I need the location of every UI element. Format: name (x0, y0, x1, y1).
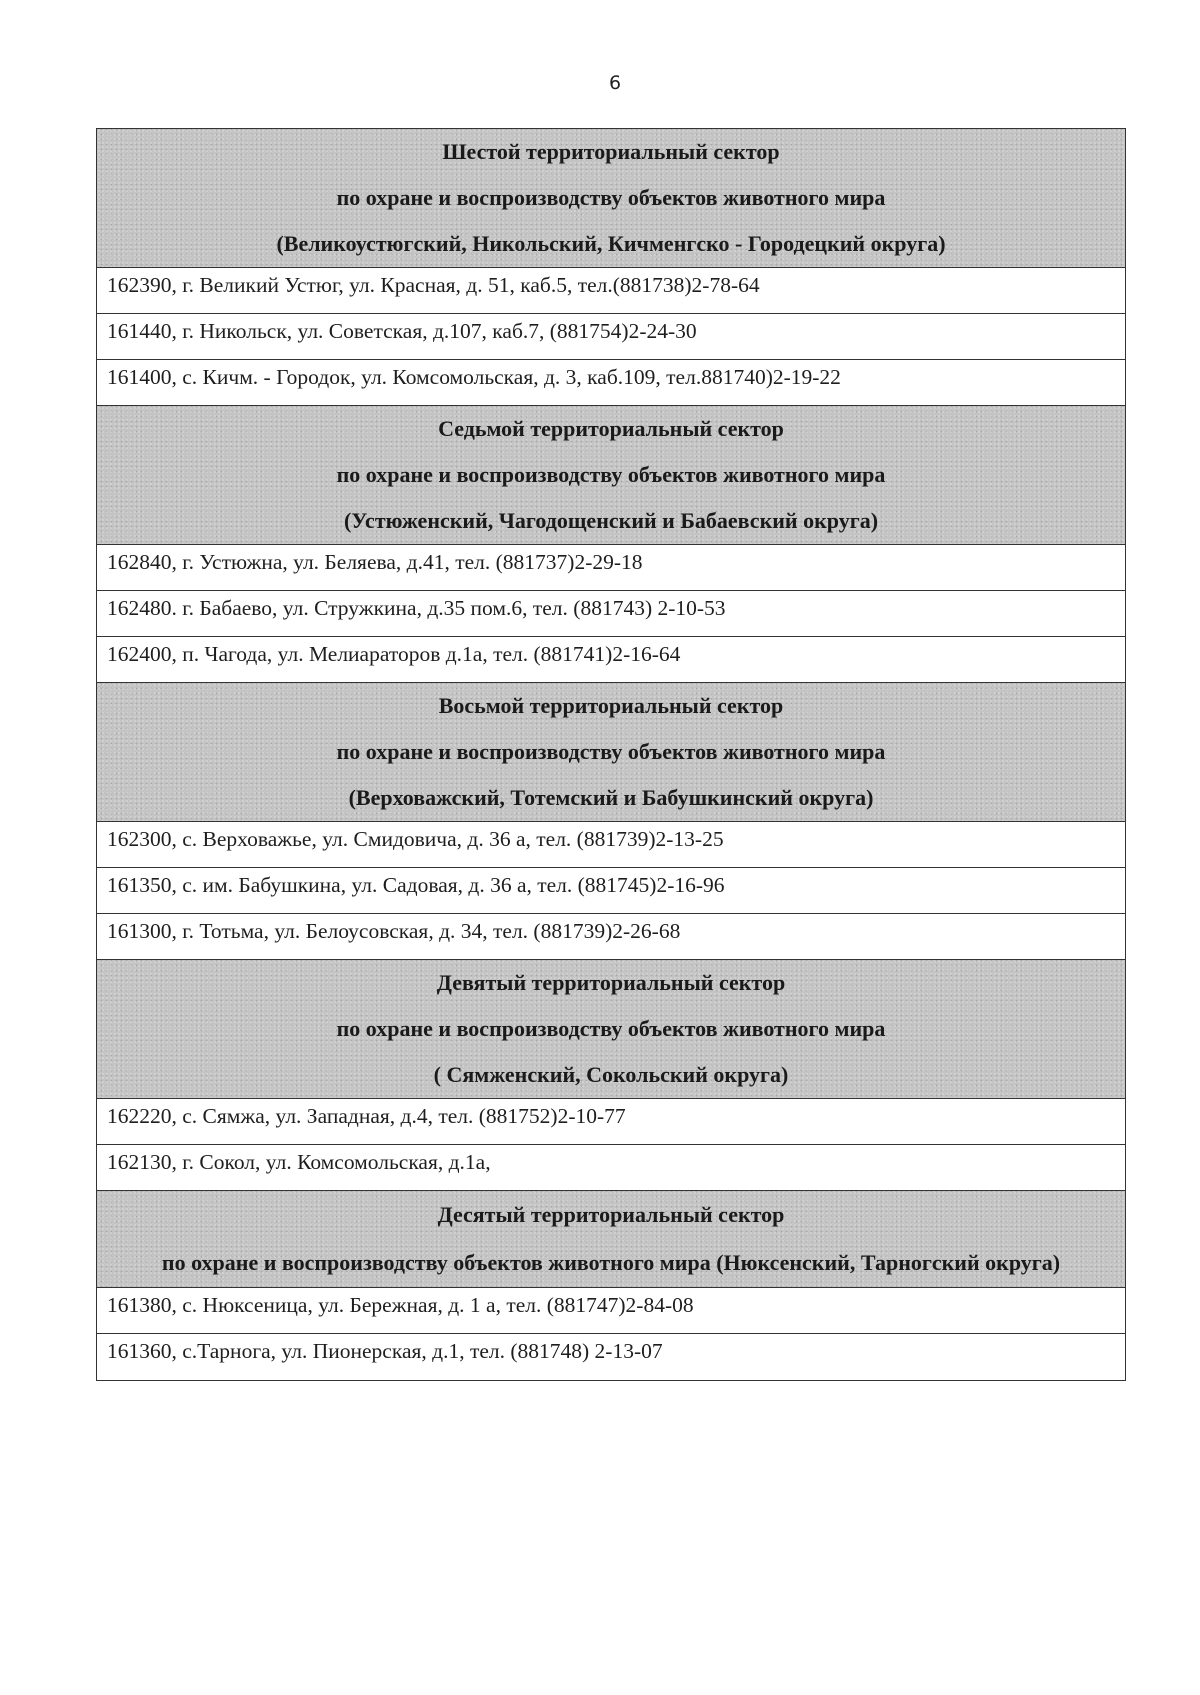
page-number: 6 (608, 72, 622, 94)
address-row: 161380, с. Нюксеница, ул. Бережная, д. 1 а, тел. (881747)2-84-08 (97, 1288, 1125, 1334)
address-row: 161400, с. Кичм. - Городок, ул. Комсомольская, д. 3, каб.109, тел.881740)2-19-22 (97, 360, 1125, 406)
address-row: 161440, г. Никольск, ул. Советская, д.107, каб.7, (881754)2-24-30 (97, 314, 1125, 360)
sector-title: Десятый территориальный сектор (437, 1202, 785, 1227)
sector-title: Восьмой территориальный сектор (438, 693, 784, 718)
sector-title: Девятый территориальный сектор (436, 970, 786, 995)
address-row: 161300, г. Тотьма, ул. Белоусовская, д. 34, тел. (881739)2-26-68 (97, 914, 1125, 960)
sector-header (97, 406, 1125, 545)
address-row: 162400, п. Чагода, ул. Мелиараторов д.1а, тел. (881741)2-16-64 (97, 637, 1125, 683)
sector-header (97, 1191, 1125, 1288)
sector-title: Шестой территориальный сектор (442, 139, 780, 164)
address-row: 162300, с. Верховажье, ул. Смидовича, д. 36 а, тел. (881739)2-13-25 (97, 822, 1125, 868)
sector-subtitle: по охране и воспроизводству объектов животного мира (336, 739, 886, 764)
address-row: 161360, с.Тарнога, ул. Пионерская, д.1, тел. (881748) 2-13-07 (107, 1339, 663, 1363)
sector-districts: (Великоустюгский, Никольский, Кичменгско - Городецкий округа) (276, 231, 946, 256)
sector-subtitle: по охране и воспроизводству объектов животного мира (Нюксенский, Тарногский округа) (161, 1250, 1061, 1275)
sector-subtitle: по охране и воспроизводству объектов животного мира (336, 1016, 886, 1041)
sector-districts: (Устюженский, Чагодощенский и Бабаевский округа) (343, 508, 879, 533)
sector-subtitle: по охране и воспроизводству объектов животного мира (336, 462, 886, 487)
sector-header (97, 960, 1125, 1099)
sector-districts: (Верховажский, Тотемский и Бабушкинский округа) (348, 785, 874, 810)
address-row: 162480. г. Бабаево, ул. Стружкина, д.35 пом.6, тел. (881743) 2-10-53 (97, 591, 1125, 637)
address-row: 162220, с. Сямжа, ул. Западная, д.4, тел. (881752)2-10-77 (97, 1099, 1125, 1145)
sector-header (97, 683, 1125, 822)
sector-table (96, 128, 1126, 1381)
sector-header (97, 129, 1125, 268)
address-row: 162130, г. Сокол, ул. Комсомольская, д.1а, (97, 1145, 1125, 1191)
sector-title: Седьмой территориальный сектор (438, 416, 784, 441)
address-row: 162840, г. Устюжна, ул. Беляева, д.41, тел. (881737)2-29-18 (97, 545, 1125, 591)
address-row: 162390, г. Великий Устюг, ул. Красная, д. 51, каб.5, тел.(881738)2-78-64 (97, 268, 1125, 314)
address-row: 161350, с. им. Бабушкина, ул. Садовая, д. 36 а, тел. (881745)2-16-96 (97, 868, 1125, 914)
sector-districts: ( Сямженский, Сокольский округа) (433, 1062, 789, 1087)
sector-subtitle: по охране и воспроизводству объектов животного мира (336, 185, 886, 210)
